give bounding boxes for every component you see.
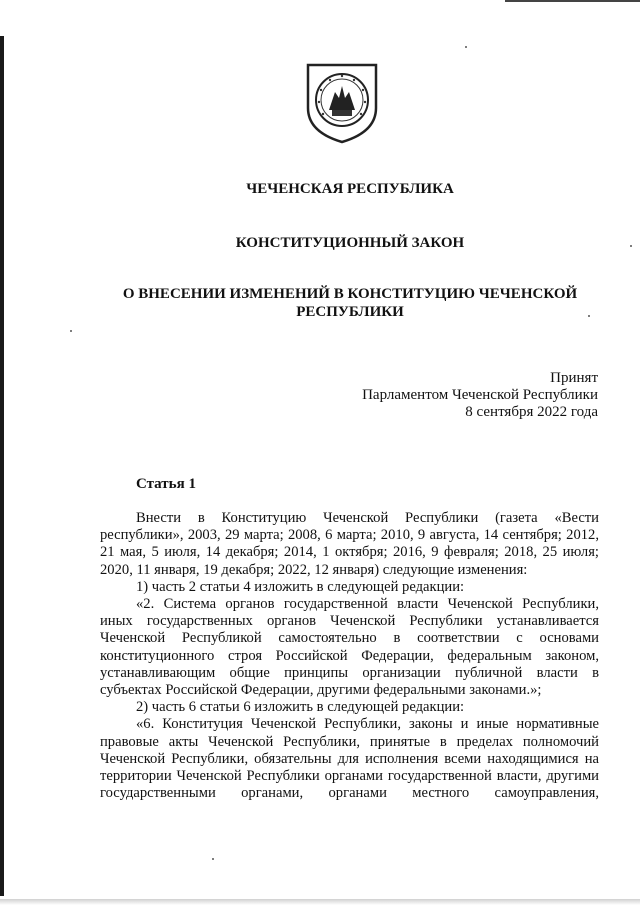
paragraph: 2) часть 6 статьи 6 изложить в следующей редакции: xyxy=(136,699,465,716)
paragraph: «6. Конституция Чеченской Республики, законы и иные нормативные правовые акты Чеченской Республики, принятые в пределах полномочий Чеченской Республики, обязательны для исполнения всеми находящимися на территории Чеченской Республики органами государственной власти, другими государственными органами, органами местного самоуправления, xyxy=(100,716,599,802)
scan-speck xyxy=(212,858,214,860)
scan-edge-bottom xyxy=(0,896,640,905)
adoption-body: Парламентом Чеченской Республики xyxy=(362,387,598,403)
paragraph: Внести в Конституцию Чеченской Республики (газета «Вести республики», 2003, 29 марта; 2008, 6 марта; 2010, 9 августа, 14 сентября; 2012, 21 мая, 5 июля, 14 декабря; 2014, 1 октября; 2016, 9 февраля; 2018, 25 июля; 2020, 11 января, 19 декабря; 2022, 12 января) следующие изменения: xyxy=(100,510,599,578)
scan-speck xyxy=(465,46,467,48)
scan-speck xyxy=(70,330,72,332)
scan-edge-top xyxy=(505,0,640,2)
paragraph: 1) часть 2 статьи 4 изложить в следующей редакции: xyxy=(136,578,465,595)
article-body xyxy=(100,510,599,802)
scan-speck xyxy=(630,245,632,247)
republic-heading: ЧЕЧЕНСКАЯ РЕСПУБЛИКА xyxy=(246,181,454,197)
law-type-heading: КОНСТИТУЦИОННЫЙ ЗАКОН xyxy=(235,235,465,251)
adoption-label: Принят xyxy=(550,370,598,386)
coat-of-arms-icon xyxy=(305,62,379,144)
paragraph: «2. Система органов государственной власти Чеченской Республики, иных государственных органов Чеченской Республики устанавливается Чеченской Республикой самостоятельно в соответствии с основами конституционного строя Российской Федерации, федеральным законом, устанавливающим общие принципы организации публичной власти в субъектах Российской Федерации, другими федеральными законами.»; xyxy=(100,596,599,699)
article-heading: Статья 1 xyxy=(136,476,196,492)
scan-edge-left xyxy=(0,36,4,905)
law-title: О ВНЕСЕНИИ ИЗМЕНЕНИЙ В КОНСТИТУЦИЮ ЧЕЧЕНСКОЙ РЕСПУБЛИКИ xyxy=(122,286,578,320)
adoption-date: 8 сентября 2022 года xyxy=(465,404,598,420)
adoption-block xyxy=(362,370,598,421)
scan-speck xyxy=(588,315,590,317)
